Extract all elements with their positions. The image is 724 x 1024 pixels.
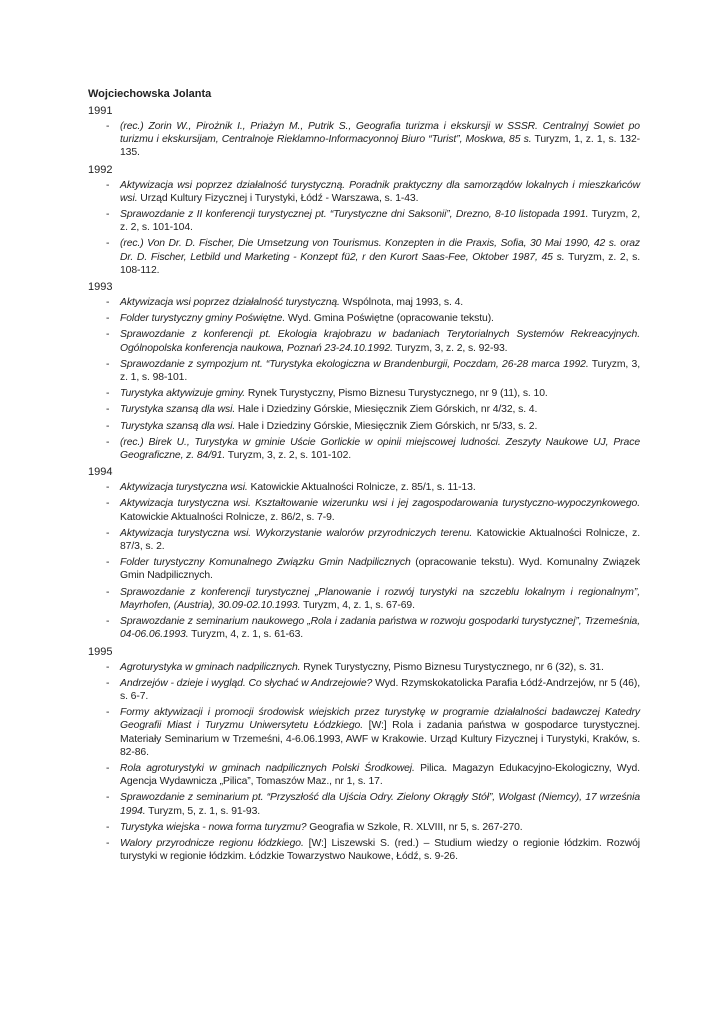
entry-title: (rec.) Zorin W., Pirożnik I., Priażyn M., Putrik S., Geografia turizma i ekskursji w SSSR. Centralnyj Sowiet po turizmu i ekskursijam, Centralnoje Rieklamno-Informacyonnoj Biuro “Turist”, Moskwa, 85 s. — [120, 121, 640, 146]
entry-list — [88, 481, 640, 641]
bibliography-entry — [88, 208, 640, 234]
year-section — [88, 465, 640, 641]
entry-publication: Katowickie Aktualności Rolnicze, z. 87/3, s. 2. — [120, 527, 640, 553]
year-section — [88, 645, 640, 864]
entry-title: (rec.) Von Dr. D. Fischer, Die Umsetzung von Tourismus. Konzepten in die Praxis, Sofia, 30 Mai 1990, 42 s. oraz Dr. D. Fischer, Letbild und Marketing - Konzept fü2, r den Kurort Saas-Fee, Oktober 1987, 45 s. — [120, 238, 640, 263]
list-dash: - — [106, 586, 110, 598]
list-dash: - — [106, 329, 110, 341]
entry-publication: Urząd Kultury Fizycznej i Turystyki, Łódź - Warszawa, s. 1-43. — [140, 192, 419, 204]
entry-title: Sprawozdanie z konferencji pt. Ekologia krajobrazu w badaniach Terytorialnych Systemów Rekreacyjnych. Ogólnopolska konferencja naukowa, Poznań 23-24.10.1992. — [120, 329, 640, 354]
entry-publication: Rynek Turystyczny, Pismo Biznesu Turystycznego, nr 9 (11), s. 10. — [247, 388, 548, 400]
bibliography-entry — [88, 179, 640, 205]
list-dash: - — [106, 313, 110, 325]
entry-title: (rec.) Birek U., Turystyka w gminie Uście Gorlickie w opinii miejscowej ludności. Zeszyty Naukowe UJ, Prace Geograficzne, z. 84/91. — [120, 436, 640, 462]
bibliography-entry — [88, 527, 640, 553]
bibliography-entry — [88, 586, 640, 612]
year-heading: 1994 — [88, 466, 113, 479]
bibliography-entry — [88, 615, 640, 641]
list-dash: - — [106, 358, 110, 370]
year-section — [88, 163, 640, 277]
bibliography-entry — [88, 481, 640, 494]
entry-title: Walory przyrodnicze regionu łódzkiego. — [120, 837, 304, 849]
list-dash: - — [106, 557, 110, 569]
entry-title: Aktywizacja wsi poprzez działalność turystyczną. — [120, 297, 340, 309]
list-dash: - — [106, 238, 110, 250]
year-heading: 1993 — [88, 281, 113, 294]
entry-title: Formy aktywizacji i promocji środowisk wiejskich przez turystykę w programie działalności badawczej Katedry Geografii Miast i Turyzmu Uniwersytetu Łódzkiego. — [120, 707, 640, 732]
bibliography-entry — [88, 497, 640, 523]
entry-title: Aktywizacja turystyczna wsi. — [120, 482, 248, 494]
entry-list — [88, 296, 640, 462]
entry-publication: Rynek Turystyczny, Pismo Biznesu Turystycznego, nr 6 (32), s. 31. — [303, 661, 604, 673]
entry-title: Folder turystyczny Komunalnego Związku Gmin Nadpilicznych — [120, 557, 411, 569]
entry-publication: Turyzm, 3, z. 2, s. 92-93. — [395, 342, 508, 354]
entry-publication: Turyzm, 3, z. 1, s. 98-101. — [120, 358, 640, 384]
bibliography-sections — [88, 104, 640, 863]
year-section — [88, 280, 640, 462]
bibliography-entry — [88, 762, 640, 788]
entry-title: Aktywizacja turystyczna wsi. Kształtowanie wizerunku wsi i jej zagospodarowania turystyczno-wypoczynkowego. — [120, 498, 640, 510]
entry-title: Sprawozdanie z konferencji turystycznej „Planowanie i rozwój turystyki na szczeblu lokalnym i regionalnym”, Mayrhofen, (Austria), 30.09-02.10.1993. — [120, 586, 640, 611]
bibliography-entry — [88, 821, 640, 834]
bibliography-entry — [88, 358, 640, 384]
bibliography-entry — [88, 661, 640, 674]
entry-title: Turystyka szansą dla wsi. — [120, 420, 236, 432]
entry-publication: Turyzm, 4, z. 1, s. 67-69. — [302, 599, 415, 611]
entry-title: Turystyka wiejska - nowa forma turyzmu? — [120, 821, 307, 833]
entry-publication: Turyzm, z. 2, s. 108-112. — [120, 251, 640, 276]
list-dash: - — [106, 661, 110, 673]
entry-publication: Wspólnota, maj 1993, s. 4. — [342, 297, 464, 309]
bibliography-entry — [88, 120, 640, 160]
entry-title: Aktywizacja turystyczna wsi. Wykorzystanie walorów przyrodniczych terenu. — [120, 527, 473, 539]
entry-title: Sprawozdanie z II konferencji turystycznej pt. “Turystyczne dni Saksonii”, Drezno, 8-10 listopada 1991. — [120, 209, 589, 221]
list-dash: - — [106, 616, 110, 628]
list-dash: - — [106, 388, 110, 400]
bibliography-entry — [88, 556, 640, 582]
list-dash: - — [106, 762, 110, 774]
list-dash: - — [106, 821, 110, 833]
entry-title: Turystyka szansą dla wsi. — [120, 404, 236, 416]
list-dash: - — [106, 482, 110, 494]
entry-publication: [W:] Liszewski S. (red.) – Studium wiedzy o regionie łódzkim. Rozwój turystyki w regionie łódzkim. Łódzkie Towarzystwo Naukowe, Łódź, s. 9-26. — [120, 837, 640, 863]
list-dash: - — [106, 498, 110, 510]
bibliography-entry — [88, 296, 640, 309]
entry-list — [88, 179, 640, 277]
entry-publication: Wyd. Rzymskokatolicka Parafia Łódź-Andrzejów, nr 5 (46), s. 6-7. — [120, 677, 640, 702]
list-dash: - — [106, 420, 110, 432]
list-dash: - — [106, 436, 110, 448]
entry-list — [88, 120, 640, 160]
list-dash: - — [106, 179, 110, 191]
bibliography-entry — [88, 677, 640, 703]
entry-publication: Turyzm, 1, z. 1, s. 132-135. — [120, 134, 640, 159]
entry-title: Turystyka aktywizuje gminy. — [120, 388, 246, 400]
entry-title: Sprawozdanie z seminarium naukowego „Rola i zadania państwa w rozwoju gospodarki turystycznej”, Trzemeśnia, 04-06.06.1993. — [120, 616, 640, 641]
list-dash: - — [106, 837, 110, 849]
list-dash: - — [106, 792, 110, 804]
entry-publication: Turyzm, 3, z. 2, s. 101-102. — [227, 450, 352, 462]
list-dash: - — [106, 209, 110, 221]
year-section — [88, 104, 640, 160]
bibliography-entry — [88, 237, 640, 277]
list-dash: - — [106, 677, 110, 689]
entry-title: Folder turystyczny gminy Poświętne. — [120, 313, 286, 325]
entry-publication: Turyzm, 2, z. 2, s. 101-104. — [120, 209, 640, 234]
entry-publication: (opracowanie tekstu). Wyd. Komunalny Związek Gmin Nadpilicznych. — [120, 557, 640, 582]
bibliography-entry — [88, 312, 640, 325]
entry-title: Agroturystyka w gminach nadpilicznych. — [120, 661, 301, 673]
list-dash: - — [106, 404, 110, 416]
list-dash: - — [106, 121, 110, 132]
bibliography-entry — [88, 436, 640, 462]
entry-publication: Hale i Dziedziny Górskie, Miesięcznik Ziem Górskich, nr 4/32, s. 4. — [237, 404, 538, 416]
list-dash: - — [106, 297, 110, 309]
entry-title: Aktywizacja wsi poprzez działalność turystyczną. Poradnik praktyczny dla samorządów lokalnych i mieszkańców wsi. — [120, 179, 640, 204]
bibliography-entry — [88, 837, 640, 863]
entry-publication: Turyzm, 5, z. 1, s. 91-93. — [148, 805, 261, 817]
bibliography-entry — [88, 387, 640, 400]
entry-list — [88, 661, 640, 864]
bibliography-entry — [88, 706, 640, 759]
bibliography-entry — [88, 791, 640, 817]
entry-publication: Katowickie Aktualności Rolnicze, z. 86/2, s. 7-9. — [120, 511, 335, 523]
entry-publication: Wyd. Gmina Poświętne (opracowanie tekstu). — [287, 313, 494, 325]
entry-publication: Geografia w Szkole, R. XLVIII, nr 5, s. 267-270. — [309, 821, 523, 833]
bibliography-entry — [88, 403, 640, 416]
list-dash: - — [106, 527, 110, 539]
entry-title: Sprawozdanie z sympozjum nt. “Turystyka ekologiczna w Brandenburgii, Poczdam, 26-28 marca 1992. — [120, 358, 589, 370]
year-heading: 1991 — [88, 105, 113, 117]
entry-title: Rola agroturystyki w gminach nadpilicznych Polski Środkowej. — [120, 762, 415, 774]
bibliography-page — [88, 87, 640, 866]
entry-title: Andrzejów - dzieje i wygląd. Co słychać w Andrzejowie? — [120, 677, 373, 689]
year-heading: 1995 — [88, 645, 113, 658]
bibliography-entry — [88, 420, 640, 433]
entry-publication: Turyzm, 4, z. 1, s. 61-63. — [191, 629, 304, 641]
year-heading: 1992 — [88, 163, 113, 176]
bibliography-entry — [88, 328, 640, 354]
entry-publication: [W:] Rola i zadania państwa w gospodarce turystycznej. Materiały Seminarium w Trzemeśni, 4-6.06.1993, AWF w Krakowie. Urząd Kultury Fizycznej i Turystyki, Kraków, s. 82-86. — [120, 720, 640, 758]
author-name: Wojciechowska Jolanta — [88, 88, 212, 100]
entry-publication: Pilica. Magazyn Edukacyjno-Ekologiczny, Wyd. Agencja Wydawnicza „Pilica”, Tomaszów Maz., nr 1, s. 17. — [120, 762, 640, 788]
entry-title: Sprawozdanie z seminarium pt. “Przyszłość dla Ujścia Odry. Zielony Okrągły Stół”, Wolgast (Niemcy), 17 września 1994. — [120, 792, 640, 817]
entry-publication: Katowickie Aktualności Rolnicze, z. 85/1, s. 11-13. — [250, 482, 476, 494]
list-dash: - — [106, 707, 110, 719]
entry-publication: Hale i Dziedziny Górskie, Miesięcznik Ziem Górskich, nr 5/33, s. 2. — [237, 420, 538, 432]
